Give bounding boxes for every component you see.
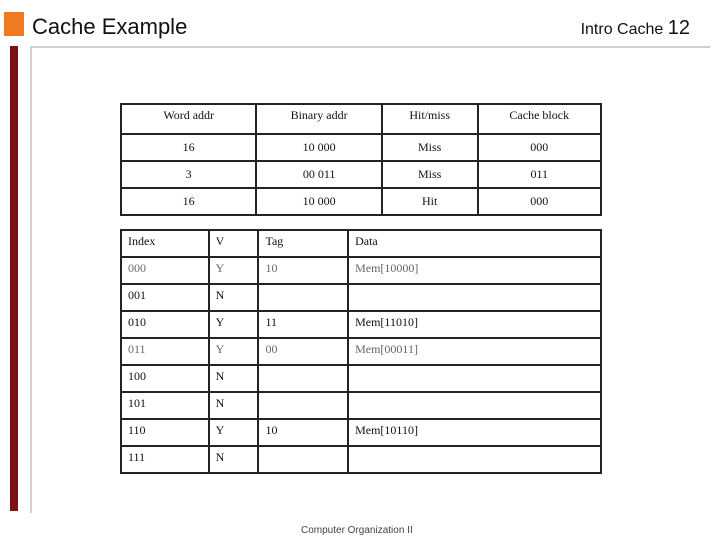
table-cell: Mem[10110] (348, 419, 601, 446)
cache-table-header-row (121, 230, 601, 257)
header-cell: Data (348, 230, 601, 257)
access-table-header-row (121, 104, 601, 134)
table-cell: N (209, 365, 259, 392)
table-cell: 011 (121, 338, 209, 365)
table-row (121, 161, 601, 188)
slide-header-right (581, 17, 690, 40)
table-cell: 110 (121, 419, 209, 446)
table-row (121, 134, 601, 161)
orange-accent-square (4, 12, 24, 36)
table-cell: 16 (121, 134, 256, 161)
table-cell (258, 392, 348, 419)
table-cell (348, 392, 601, 419)
table-cell: Y (209, 311, 259, 338)
table-row (121, 188, 601, 215)
table-cell (258, 284, 348, 311)
table-row (121, 419, 601, 446)
table-row (121, 392, 601, 419)
table-cell: 11 (258, 311, 348, 338)
table-cell: 001 (121, 284, 209, 311)
table-cell: Hit (382, 188, 478, 215)
slide-title: Cache Example (32, 14, 188, 39)
table-cell (348, 284, 601, 311)
header-cell: Binary addr (256, 104, 381, 134)
table-cell (258, 365, 348, 392)
table-cell: Mem[10000] (348, 257, 601, 284)
table-cell: 111 (121, 446, 209, 473)
table-cell: Y (209, 338, 259, 365)
table-cell: Y (209, 419, 259, 446)
cache-table (120, 229, 602, 474)
table-row (121, 284, 601, 311)
table-cell: 000 (478, 134, 601, 161)
table-cell: 011 (478, 161, 601, 188)
table-cell: 101 (121, 392, 209, 419)
table-row (121, 446, 601, 473)
header-cell: Hit/miss (382, 104, 478, 134)
table-cell: 16 (121, 188, 256, 215)
header-cell: V (209, 230, 259, 257)
table-row (121, 257, 601, 284)
table-cell: Miss (382, 161, 478, 188)
table-cell (348, 365, 601, 392)
table-row (121, 338, 601, 365)
table-cell: Y (209, 257, 259, 284)
header-label: Intro Cache (580, 21, 664, 38)
table-row (121, 311, 601, 338)
table-cell: 000 (121, 257, 209, 284)
table-cell: 10 000 (256, 188, 381, 215)
page-number: 12 (667, 17, 690, 39)
table-cell (348, 446, 601, 473)
header-cell: Tag (258, 230, 348, 257)
table-cell: 00 011 (256, 161, 381, 188)
header-cell: Index (121, 230, 209, 257)
table-cell: N (209, 392, 259, 419)
footer-text: Computer Organization II (301, 525, 413, 536)
table-cell: 100 (121, 365, 209, 392)
table-cell: 10 000 (256, 134, 381, 161)
table-cell (258, 446, 348, 473)
table-row (121, 365, 601, 392)
table-cell: Miss (382, 134, 478, 161)
table-cell: 00 (258, 338, 348, 365)
table-cell: 000 (478, 188, 601, 215)
table-cell: 10 (258, 257, 348, 284)
table-cell: 10 (258, 419, 348, 446)
left-accent-bar (10, 46, 18, 511)
header-cell: Word addr (121, 104, 256, 134)
table-cell: 010 (121, 311, 209, 338)
table-cell: Mem[11010] (348, 311, 601, 338)
table-cell: N (209, 284, 259, 311)
header-cell: Cache block (478, 104, 601, 134)
table-cell: 3 (121, 161, 256, 188)
access-table (120, 103, 602, 216)
table-cell: N (209, 446, 259, 473)
table-cell: Mem[00011] (348, 338, 601, 365)
